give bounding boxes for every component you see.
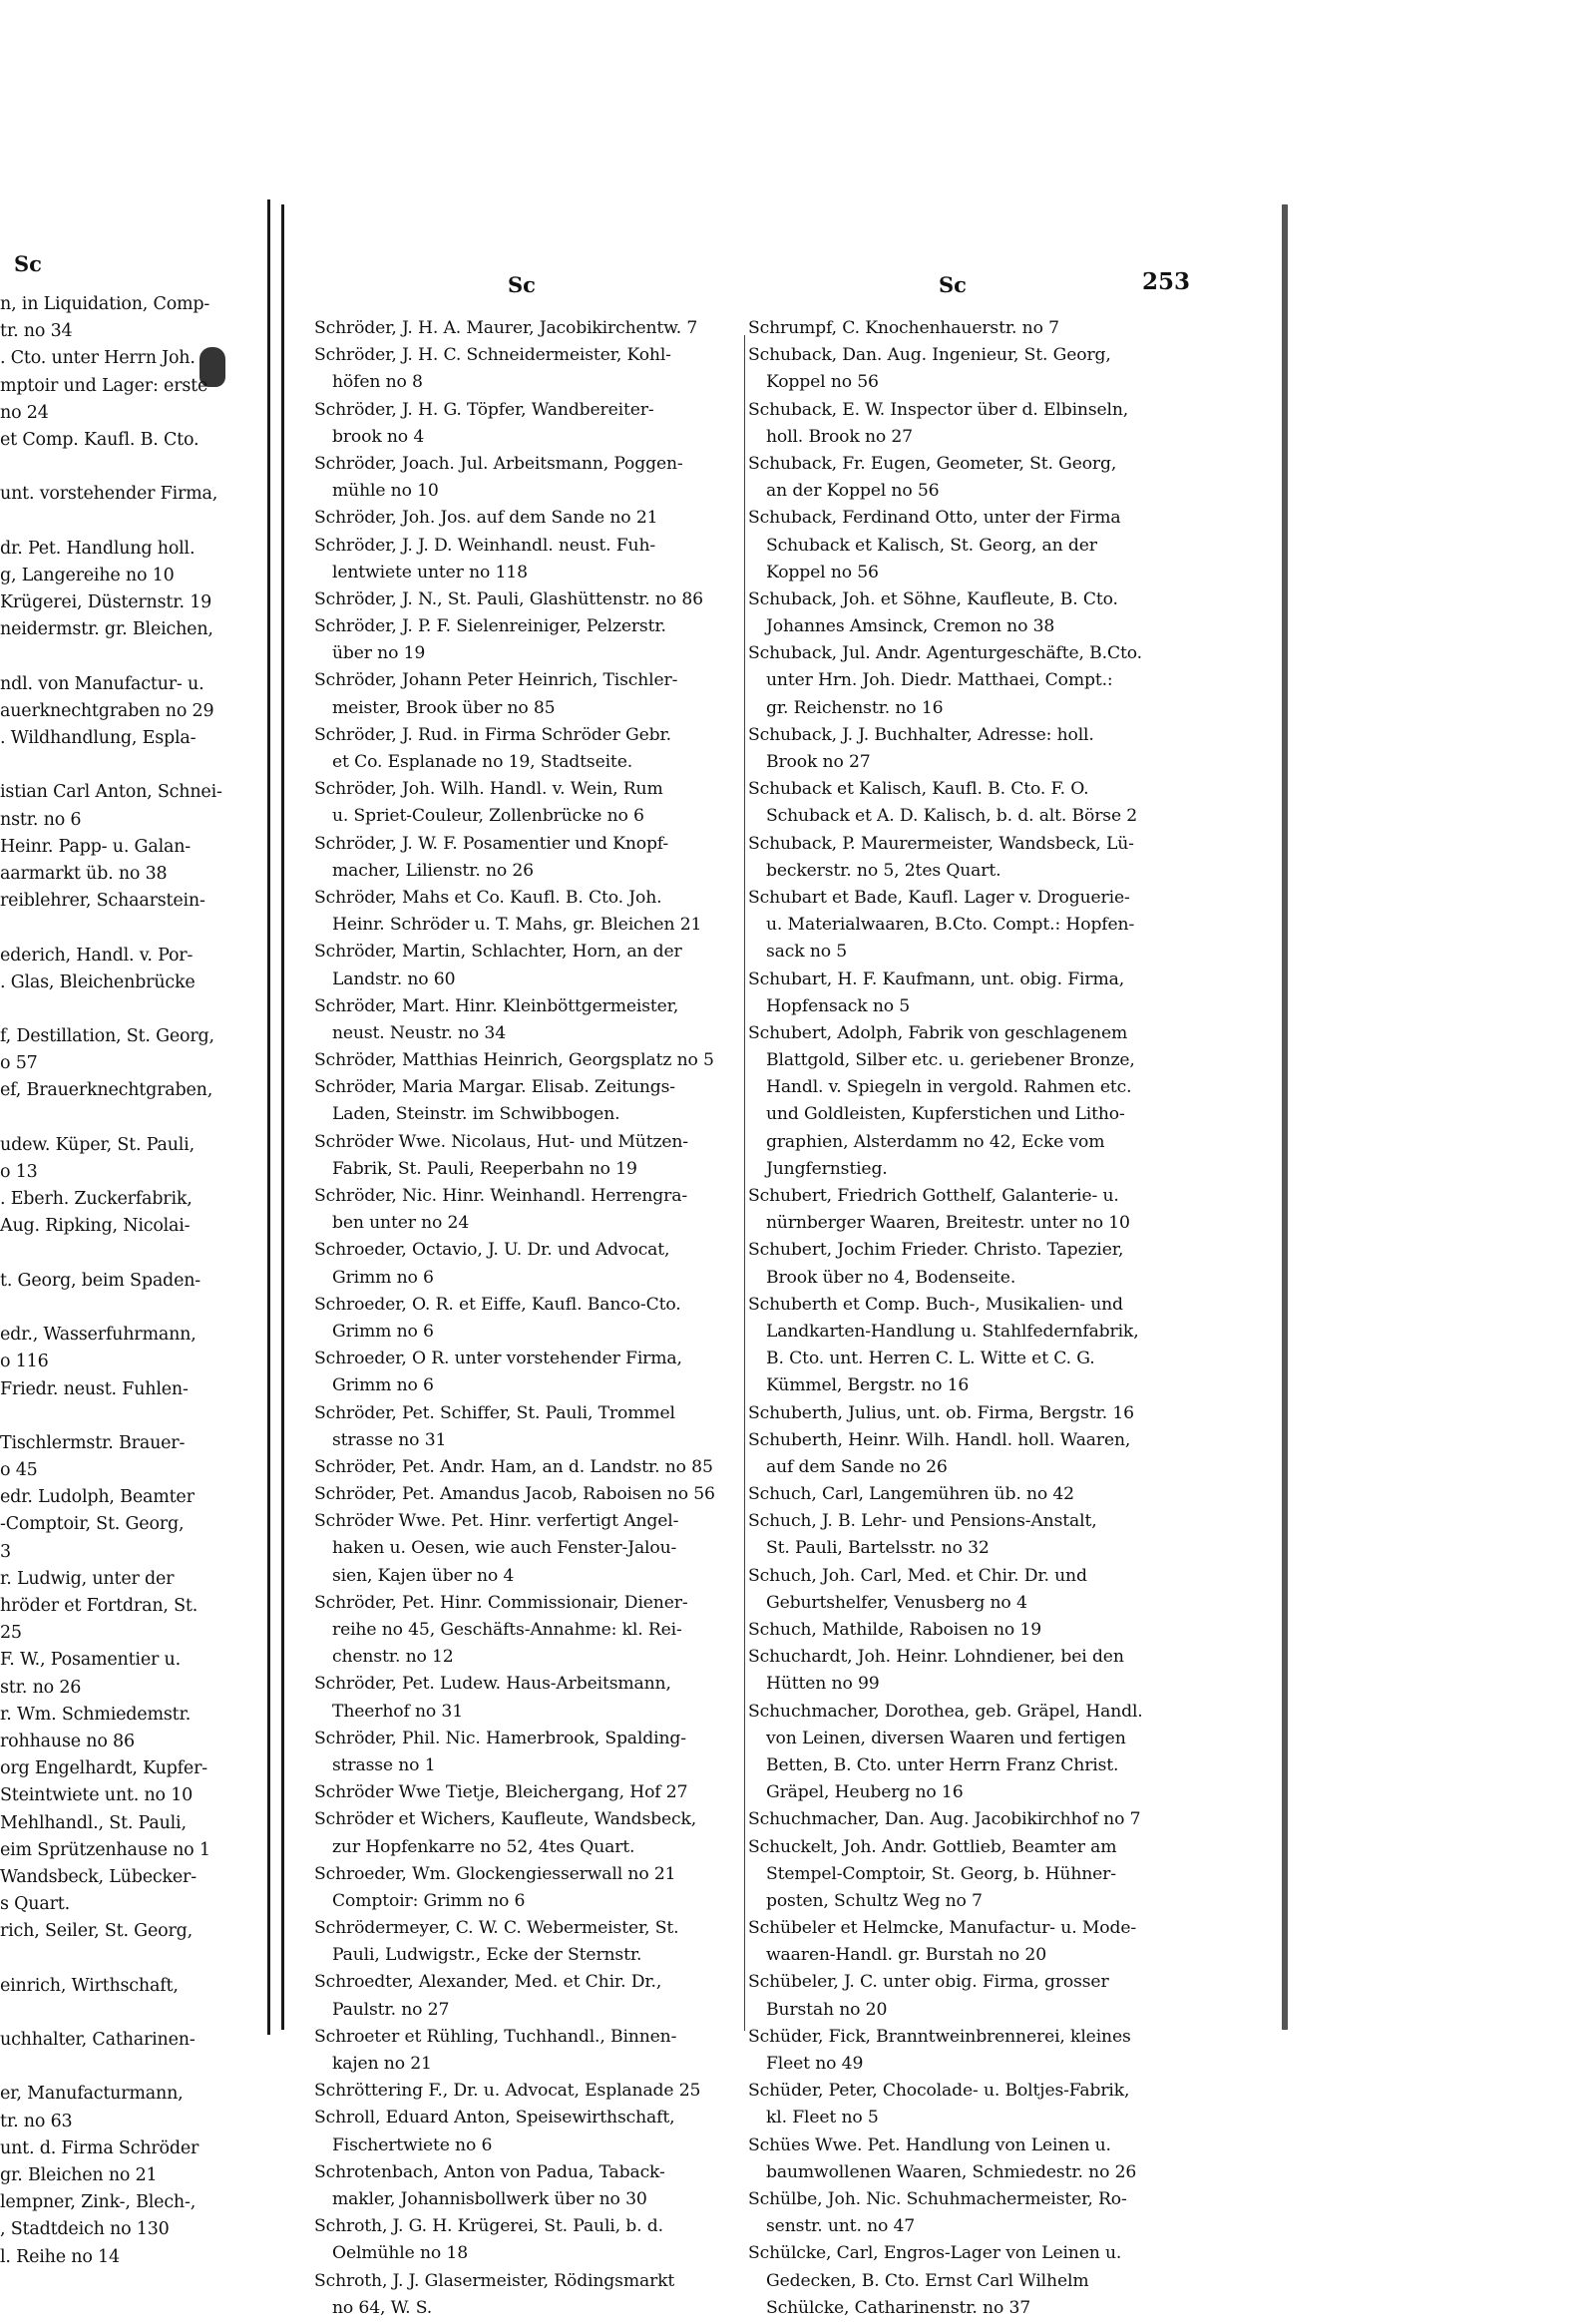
directory-entry-line: Schuback, Dan. Aug. Ingenieur, St. Georg,: [748, 345, 1111, 366]
left-page-line: o 45: [0, 1460, 38, 1481]
directory-entry-line: Schröder Wwe. Pet. Hinr. verfertigt Angel-: [314, 1511, 679, 1532]
left-page-line: gr. Bleichen no 21: [0, 2164, 158, 2185]
directory-entry-line: Landstr. no 60: [332, 968, 456, 989]
directory-entry-line: Laden, Steinstr. im Schwibbogen.: [332, 1104, 620, 1125]
directory-entry-line: Schröder, Joh. Jos. auf dem Sande no 21: [314, 508, 658, 529]
directory-entry-line: Geburtshelfer, Venusberg no 4: [766, 1592, 1027, 1613]
directory-entry-line: Schrotenbach, Anton von Padua, Taback-: [314, 2161, 665, 2182]
directory-entry-line: Brook über no 4, Bodenseite.: [766, 1267, 1016, 1288]
directory-entry-line: lentwiete unter no 118: [332, 562, 528, 582]
left-page-line: auerknechtgraben no 29: [0, 700, 214, 721]
directory-entry-line: mühle no 10: [332, 481, 439, 502]
left-page-line: rohhause no 86: [0, 1731, 135, 1751]
left-page-line: edr. Ludolph, Beamter: [0, 1487, 195, 1508]
directory-entry-line: B. Cto. unt. Herren C. L. Witte et C. G.: [766, 1349, 1095, 1369]
left-page-line: t. Georg, beim Spaden-: [0, 1270, 201, 1291]
directory-entry-line: et Co. Esplanade no 19, Stadtseite.: [332, 752, 633, 772]
directory-entry-line: Grimm no 6: [332, 1375, 434, 1396]
directory-entry-line: Schröder, Nic. Hinr. Weinhandl. Herrengra-: [314, 1186, 687, 1206]
running-header-left: Sc: [508, 272, 536, 297]
directory-entry-line: Schröder, J. H. C. Schneidermeister, Kohl-: [314, 345, 671, 366]
directory-entry-line: Schröder, Martin, Schlachter, Horn, an der: [314, 942, 682, 963]
left-page-line: neidermstr. gr. Bleichen,: [0, 619, 213, 640]
directory-entry-line: Fischertwiete no 6: [332, 2134, 493, 2155]
directory-entry-line: Schübeler, J. C. unter obig. Firma, grosser: [748, 1972, 1109, 1993]
left-page-line: Heinr. Papp- u. Galan-: [0, 836, 191, 857]
left-page-line: [0, 1945, 267, 1972]
left-page-line: , Stadtdeich no 130: [0, 2219, 170, 2240]
directory-entry-line: Schroth, J. G. H. Krügerei, St. Pauli, b. d.: [314, 2216, 663, 2237]
directory-entry-line: Schrumpf, C. Knochenhauerstr. no 7: [748, 318, 1059, 338]
left-page-line: Aug. Ripking, Nicolai-: [0, 1216, 191, 1237]
left-page-line: einrich, Wirthschaft,: [0, 1975, 179, 1996]
directory-entry-line: posten, Schultz Weg no 7: [766, 1890, 983, 1911]
left-page-line: er, Manufacturmann,: [0, 2084, 184, 2105]
directory-entry-line: beckerstr. no 5, 2tes Quart.: [766, 860, 1001, 881]
left-page-line: ederich, Handl. v. Por-: [0, 945, 194, 966]
directory-entry-line: Schröder, Pet. Hinr. Commissionair, Diener-: [314, 1592, 688, 1613]
directory-entry-line: Kümmel, Bergstr. no 16: [766, 1375, 970, 1396]
directory-entry-line: graphien, Alsterdamm no 42, Ecke vom: [766, 1131, 1105, 1152]
directory-entry-line: Burstah no 20: [766, 1999, 888, 2020]
directory-entry-line: Schrödermeyer, C. W. C. Webermeister, St.: [314, 1918, 679, 1939]
left-page-line: . Eberh. Zuckerfabrik,: [0, 1189, 193, 1210]
directory-entry-line: kajen no 21: [332, 2054, 432, 2074]
left-page-line: n, in Liquidation, Comp-: [0, 294, 210, 314]
directory-entry-line: Schröder, J. H. G. Töpfer, Wandbereiter-: [314, 399, 654, 420]
left-page-line: [0, 509, 267, 536]
left-page-line: eim Sprützenhause no 1: [0, 1839, 210, 1860]
directory-entry-line: Pauli, Ludwigstr., Ecke der Sternstr.: [332, 1945, 642, 1966]
directory-entry-line: Koppel no 56: [766, 562, 879, 582]
directory-entry-line: Paulstr. no 27: [332, 1999, 450, 2020]
column-rule: [744, 335, 745, 2031]
left-page-line: edr., Wasserfuhrmann,: [0, 1325, 197, 1346]
left-page-line: Mehlhandl., St. Pauli,: [0, 1812, 187, 1833]
left-page-line: [0, 2054, 267, 2081]
directory-entry-line: Schuckelt, Joh. Andr. Gottlieb, Beamter am: [748, 1836, 1117, 1857]
column-b: [748, 315, 1197, 2322]
left-page-line: F. W., Posamentier u.: [0, 1650, 181, 1671]
left-page-line: Steintwiete unt. no 10: [0, 1785, 194, 1806]
directory-entry-line: Schroeter et Rühling, Tuchhandl., Binnen-: [314, 2026, 677, 2047]
directory-entry-line: Landkarten-Handlung u. Stahlfedernfabrik,: [766, 1321, 1139, 1342]
left-page-line: [0, 1403, 267, 1430]
directory-entry-line: haken u. Oesen, wie auch Fenster-Jalou-: [332, 1538, 677, 1559]
left-page-line: Krügerei, Düsternstr. 19: [0, 592, 212, 613]
directory-entry-line: gr. Reichenstr. no 16: [766, 697, 944, 718]
directory-entry-line: ben unter no 24: [332, 1213, 470, 1234]
left-page-line: hröder et Fortdran, St.: [0, 1596, 199, 1616]
left-page-line: o 116: [0, 1352, 49, 1372]
left-page-line: uchhalter, Catharinen-: [0, 2030, 196, 2050]
directory-entry-line: Schröder, J. P. F. Sielenreiniger, Pelzerstr.: [314, 616, 666, 637]
directory-entry-line: Schubert, Adolph, Fabrik von geschlagenem: [748, 1022, 1128, 1043]
directory-entry-line: Schröder, Johann Peter Heinrich, Tischler-: [314, 670, 678, 691]
directory-entry-line: baumwollenen Waaren, Schmiedestr. no 26: [766, 2161, 1137, 2182]
left-page-line: reiblehrer, Schaarstein-: [0, 891, 205, 912]
directory-entry-line: brook no 4: [332, 426, 425, 447]
left-page-line: no 24: [0, 402, 49, 423]
directory-entry-line: Schröder, Pet. Schiffer, St. Pauli, Trommel: [314, 1402, 675, 1423]
directory-entry-line: Schröder, J. N., St. Pauli, Glashüttenstr. no 86: [314, 588, 703, 609]
directory-entry-line: Schuch, J. B. Lehr- und Pensions-Anstalt,: [748, 1511, 1097, 1532]
left-page-line: et Comp. Kaufl. B. Cto.: [0, 429, 200, 450]
directory-entry-line: Gräpel, Heuberg no 16: [766, 1782, 964, 1803]
left-page: [0, 199, 270, 2267]
directory-entry-line: Schuch, Mathilde, Raboisen no 19: [748, 1620, 1041, 1640]
directory-entry-line: Schübeler et Helmcke, Manufactur- u. Mode-: [748, 1918, 1137, 1939]
directory-entry-line: Schroeder, O. R. et Eiffe, Kaufl. Banco-Cto.: [314, 1294, 681, 1315]
left-page-line: [0, 2000, 267, 2027]
left-page-line: [0, 643, 267, 670]
directory-entry-line: Schröder, Maria Margar. Elisab. Zeitungs-: [314, 1077, 675, 1098]
directory-entry-line: meister, Brook über no 85: [332, 697, 556, 718]
left-page-line: rich, Seiler, St. Georg,: [0, 1921, 193, 1942]
left-page-line: . Cto. unter Herrn Joh.: [0, 348, 196, 369]
directory-entry-line: Schröder, Pet. Amandus Jacob, Raboisen no 56: [314, 1484, 715, 1505]
directory-entry-line: Schröder, Pet. Andr. Ham, an d. Landstr. no 85: [314, 1456, 713, 1477]
left-page-line: Wandsbeck, Lübecker-: [0, 1866, 197, 1887]
directory-entry-line: Schües Wwe. Pet. Handlung von Leinen u.: [748, 2134, 1111, 2155]
directory-entry-line: senstr. unt. no 47: [766, 2216, 916, 2237]
directory-entry-line: makler, Johannisbollwerk über no 30: [332, 2188, 647, 2209]
directory-entry-line: auf dem Sande no 26: [766, 1456, 948, 1477]
directory-entry-line: Schubart, H. F. Kaufmann, unt. obig. Firma,: [748, 968, 1125, 989]
left-page-line: [0, 1295, 267, 1322]
directory-entry-line: Schuberth, Heinr. Wilh. Handl. holl. Waaren,: [748, 1429, 1131, 1450]
directory-entry-line: Koppel no 56: [766, 372, 879, 393]
directory-entry-line: Fleet no 49: [766, 2054, 864, 2074]
directory-entry-line: Schröder, Joh. Wilh. Handl. v. Wein, Rum: [314, 779, 663, 800]
directory-entry-line: Jungfernstieg.: [766, 1158, 888, 1179]
left-page-line: aarmarkt üb. no 38: [0, 863, 168, 884]
directory-entry-line: Schuback, E. W. Inspector über d. Elbinseln,: [748, 399, 1129, 420]
directory-entry-line: Schröder, Matthias Heinrich, Georgsplatz no 5: [314, 1050, 714, 1071]
directory-entry-line: Schroth, J. J. Glasermeister, Rödingsmarkt: [314, 2270, 675, 2291]
directory-entry-line: unter Hrn. Joh. Diedr. Matthaei, Compt.:: [766, 670, 1113, 691]
left-page-line: [0, 752, 267, 779]
directory-entry-line: reihe no 45, Geschäfts-Annahme: kl. Rei-: [332, 1620, 682, 1640]
left-page-line: Friedr. neust. Fuhlen-: [0, 1378, 189, 1399]
directory-entry-line: Schuback, Fr. Eugen, Geometer, St. Georg,: [748, 453, 1117, 474]
left-page-line: . Glas, Bleichenbrücke: [0, 971, 196, 992]
directory-entry-line: Schuback et Kalisch, Kaufl. B. Cto. F. O.: [748, 779, 1089, 800]
left-page-line: [0, 1105, 267, 1132]
left-page-line: dr. Pet. Handlung holl.: [0, 538, 196, 559]
directory-entry-line: u. Materialwaaren, B.Cto. Compt.: Hopfen-: [766, 915, 1135, 936]
directory-entry-line: Schuberth et Comp. Buch-, Musikalien- und: [748, 1294, 1123, 1315]
left-page-line: -Comptoir, St. Georg,: [0, 1514, 185, 1535]
left-page-line: mptoir und Lager: erste: [0, 375, 208, 396]
left-page-header: Sc: [14, 251, 42, 276]
directory-entry-line: Grimm no 6: [332, 1267, 434, 1288]
directory-entry-line: Schüder, Peter, Chocolade- u. Boltjes-Fabrik,: [748, 2081, 1130, 2102]
directory-entry-line: Schubert, Friedrich Gotthelf, Galanterie- u.: [748, 1186, 1119, 1206]
left-page-line: [0, 1241, 267, 1268]
directory-entry-line: Schülcke, Catharinenstr. no 37: [766, 2297, 1031, 2318]
directory-entry-line: Schuchardt, Joh. Heinr. Lohndiener, bei den: [748, 1647, 1124, 1668]
directory-entry-line: kl. Fleet no 5: [766, 2108, 879, 2128]
directory-entry-line: von Leinen, diversen Waaren und fertigen: [766, 1728, 1126, 1748]
directory-entry-line: no 64, W. S.: [332, 2297, 433, 2318]
directory-entry-line: Schuback, Joh. et Söhne, Kaufleute, B. Cto.: [748, 588, 1118, 609]
left-page-line: ndl. von Manufactur- u.: [0, 673, 204, 694]
left-page-line: Tischlermstr. Brauer-: [0, 1432, 186, 1453]
directory-entry-line: Oelmühle no 18: [332, 2243, 468, 2264]
page-number: 253: [1142, 268, 1191, 295]
directory-entry-line: Comptoir: Grimm no 6: [332, 1890, 526, 1911]
directory-entry-line: Schuback, J. J. Buchhalter, Adresse: holl.: [748, 724, 1094, 745]
directory-entry-line: Schröder, J. J. D. Weinhandl. neust. Fuh-: [314, 535, 656, 556]
directory-entry-line: sien, Kajen über no 4: [332, 1565, 515, 1586]
column-a: [314, 315, 743, 2322]
directory-entry-line: Schroll, Eduard Anton, Speisewirthschaft,: [314, 2108, 675, 2128]
directory-entry-line: Handl. v. Spiegeln in vergold. Rahmen etc.: [766, 1077, 1132, 1098]
directory-entry-line: Gedecken, B. Cto. Ernst Carl Wilhelm: [766, 2270, 1089, 2291]
directory-entry-line: Schuback et Kalisch, St. Georg, an der: [766, 535, 1097, 556]
left-page-line: unt. vorstehender Firma,: [0, 484, 218, 505]
directory-entry-line: zur Hopfenkarre no 52, 4tes Quart.: [332, 1836, 635, 1857]
left-page-line: r. Wm. Schmiedemstr.: [0, 1704, 192, 1725]
left-page-line: . Wildhandlung, Espla-: [0, 728, 197, 748]
left-page-line: o 13: [0, 1162, 38, 1182]
directory-entry-line: Schröder, Phil. Nic. Hamerbrook, Spalding-: [314, 1728, 686, 1748]
left-page-line: tr. no 34: [0, 321, 73, 342]
directory-entry-line: über no 19: [332, 643, 426, 664]
directory-entry-line: und Goldleisten, Kupferstichen und Litho-: [766, 1104, 1125, 1125]
directory-entry-line: waaren-Handl. gr. Burstah no 20: [766, 1945, 1046, 1966]
directory-entry-line: Schröder, Mahs et Co. Kaufl. B. Cto. Joh.: [314, 887, 662, 908]
directory-entry-line: Theerhof no 31: [332, 1701, 463, 1722]
directory-entry-line: neust. Neustr. no 34: [332, 1022, 506, 1043]
directory-entry-line: Schuback, Jul. Andr. Agenturgeschäfte, B.Cto.: [748, 643, 1142, 664]
directory-entry-line: Schuback, Ferdinand Otto, unter der Firma: [748, 508, 1121, 529]
directory-entry-line: holl. Brook no 27: [766, 426, 913, 447]
directory-entry-line: Schröttering F., Dr. u. Advocat, Esplanade 25: [314, 2081, 701, 2102]
directory-entry-line: chenstr. no 12: [332, 1647, 454, 1668]
left-page-line: ef, Brauerknechtgraben,: [0, 1080, 213, 1101]
left-page-lines: [0, 291, 267, 2271]
directory-entry-line: Schröder, J. Rud. in Firma Schröder Gebr.: [314, 724, 671, 745]
directory-entry-line: Schroedter, Alexander, Med. et Chir. Dr.,: [314, 1972, 662, 1993]
directory-entry-line: Schroeder, Wm. Glockengiesserwall no 21: [314, 1863, 676, 1884]
left-page-line: 3: [0, 1541, 11, 1562]
directory-entry-line: macher, Lilienstr. no 26: [332, 860, 534, 881]
left-page-line: [0, 915, 267, 942]
left-page-line: f, Destillation, St. Georg,: [0, 1026, 214, 1047]
left-page-line: r. Ludwig, unter der: [0, 1568, 175, 1589]
directory-entry-line: St. Pauli, Bartelsstr. no 32: [766, 1538, 990, 1559]
directory-entry-line: Stempel-Comptoir, St. Georg, b. Hühner-: [766, 1863, 1116, 1884]
right-page: [281, 204, 1288, 2318]
directory-entry-line: Schubert, Jochim Frieder. Christo. Tapezier,: [748, 1240, 1124, 1261]
running-header-right: Sc: [939, 272, 967, 297]
left-page-line: l. Reihe no 14: [0, 2246, 120, 2267]
directory-entry-line: Fabrik, St. Pauli, Reeperbahn no 19: [332, 1158, 637, 1179]
directory-entry-line: Schröder, J. W. F. Posamentier und Knopf-: [314, 833, 669, 854]
directory-entry-line: sack no 5: [766, 942, 848, 963]
left-page-line: 25: [0, 1623, 22, 1644]
directory-entry-line: Schröder Wwe. Nicolaus, Hut- und Mützen-: [314, 1131, 688, 1152]
directory-entry-line: strasse no 1: [332, 1754, 436, 1775]
directory-entry-line: Schuchmacher, Dorothea, geb. Gräpel, Handl.: [748, 1701, 1143, 1722]
directory-entry-line: Schuch, Carl, Langemühren üb. no 42: [748, 1484, 1074, 1505]
directory-entry-line: Schuback, P. Maurermeister, Wandsbeck, Lü-: [748, 833, 1134, 854]
left-page-line: lempner, Zink-, Blech-,: [0, 2192, 197, 2213]
directory-entry-line: Schroeder, Octavio, J. U. Dr. und Advocat,: [314, 1240, 670, 1261]
directory-entry-line: u. Spriet-Couleur, Zollenbrücke no 6: [332, 806, 644, 827]
directory-entry-line: Schröder, Pet. Ludew. Haus-Arbeitsmann,: [314, 1674, 671, 1695]
directory-entry-line: Hopfensack no 5: [766, 995, 911, 1016]
directory-entry-line: Schuchmacher, Dan. Aug. Jacobikirchhof no 7: [748, 1809, 1141, 1830]
directory-entry-line: Schuch, Joh. Carl, Med. et Chir. Dr. und: [748, 1565, 1087, 1586]
left-page-line: nstr. no 6: [0, 809, 82, 830]
left-page-line: [0, 454, 267, 481]
directory-entry-line: Schröder, J. H. A. Maurer, Jacobikirchentw. 7: [314, 318, 698, 338]
directory-entry-line: strasse no 31: [332, 1429, 447, 1450]
directory-entry-line: Grimm no 6: [332, 1321, 434, 1342]
directory-entry-line: Hütten no 99: [766, 1674, 880, 1695]
directory-entry-line: Heinr. Schröder u. T. Mahs, gr. Bleichen 21: [332, 915, 702, 936]
directory-entry-line: nürnberger Waaren, Breitestr. unter no 10: [766, 1213, 1130, 1234]
directory-entry-line: Schroeder, O R. unter vorstehender Firma,: [314, 1349, 682, 1369]
left-page-line: istian Carl Anton, Schnei-: [0, 782, 222, 803]
directory-entry-line: an der Koppel no 56: [766, 481, 940, 502]
directory-entry-line: Schülcke, Carl, Engros-Lager von Leinen u.: [748, 2243, 1122, 2264]
directory-entry-line: Schüder, Fick, Branntweinbrennerei, kleines: [748, 2026, 1131, 2047]
left-page-line: str. no 26: [0, 1677, 82, 1698]
left-page-line: g, Langereihe no 10: [0, 565, 175, 585]
directory-entry-line: Schröder Wwe Tietje, Bleichergang, Hof 27: [314, 1782, 688, 1803]
left-page-line: unt. d. Firma Schröder: [0, 2137, 200, 2158]
left-page-line: org Engelhardt, Kupfer-: [0, 1758, 207, 1779]
left-page-line: tr. no 63: [0, 2111, 73, 2131]
directory-entry-line: Schröder, Mart. Hinr. Kleinböttgermeister,: [314, 995, 679, 1016]
left-page-line: o 57: [0, 1053, 38, 1074]
directory-entry-line: Schuback et A. D. Kalisch, b. d. alt. Börse 2: [766, 806, 1138, 827]
left-page-line: [0, 996, 267, 1023]
directory-entry-line: Schuberth, Julius, unt. ob. Firma, Bergstr. 16: [748, 1402, 1134, 1423]
directory-entry-line: Schröder et Wichers, Kaufleute, Wandsbeck,: [314, 1809, 697, 1830]
directory-entry-line: Schröder, Joach. Jul. Arbeitsmann, Poggen-: [314, 453, 683, 474]
left-page-line: s Quart.: [0, 1894, 70, 1915]
directory-entry-line: Blattgold, Silber etc. u. geriebener Bronze,: [766, 1050, 1135, 1071]
directory-entry-line: Betten, B. Cto. unter Herrn Franz Christ.: [766, 1754, 1119, 1775]
directory-entry-line: höfen no 8: [332, 372, 423, 393]
directory-entry-line: Schubart et Bade, Kaufl. Lager v. Droguerie-: [748, 887, 1130, 908]
directory-entry-line: Schülbe, Joh. Nic. Schuhmachermeister, Ro-: [748, 2188, 1127, 2209]
directory-entry-line: Johannes Amsinck, Cremon no 38: [766, 616, 1055, 637]
directory-entry-line: Brook no 27: [766, 752, 871, 772]
left-page-line: udew. Küper, St. Pauli,: [0, 1134, 195, 1155]
